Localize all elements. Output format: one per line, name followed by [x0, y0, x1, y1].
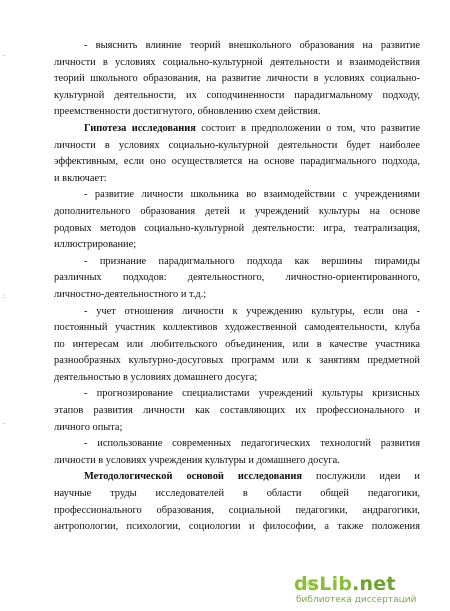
text-line: личности в условиях социально-культурной деятельности будет наиболее	[54, 139, 420, 151]
text-line: - признание парадигмального подхода как вершины пирамиды	[84, 255, 420, 267]
text-line: научные труды исследователей в области общей педагогики,	[54, 488, 420, 500]
hypothesis-text: состоит в предположении о том, что развитие	[195, 122, 421, 134]
text-line: - прогнозирование специалистами учреждений культуры кризисных	[84, 388, 420, 400]
text-line: деятельностью в условиях домашнего досуга;	[54, 371, 258, 383]
list-item	[54, 304, 420, 387]
text-line: разнообразных культурно-досуговых программ или к занятиям предметной	[54, 355, 420, 367]
logo-domain: .net	[352, 573, 396, 595]
text-line: иллюстрирование;	[54, 239, 137, 251]
text-line: - использование современных педагогических технологий развития	[84, 438, 420, 450]
paragraph-hypothesis	[54, 121, 420, 187]
text-line: личности в условиях социально-культурной деятельности и взаимодействия	[54, 56, 420, 68]
margin-mark: :	[3, 292, 6, 300]
document-body	[54, 38, 420, 536]
text-line: по интересам или любительского объединения, или в качестве участника	[54, 338, 420, 350]
watermark-subtitle: библиотека диссертаций	[296, 595, 417, 605]
watermark-logo	[294, 573, 396, 595]
logo-text: dsLib	[294, 573, 353, 595]
text-line: родовых методов социально-культурной деятельности: игра, театрализация,	[54, 222, 420, 234]
text-line: различных подходов: деятельностного, личностно-ориентированного,	[54, 272, 420, 284]
text-line: личного опыта;	[54, 421, 123, 433]
text-line: профессионального образования, социальной педагогики, андрагогики,	[54, 504, 420, 516]
methodology-heading: Методологической основой исследования	[84, 471, 303, 483]
methodology-text: послужили идеи и	[302, 471, 420, 483]
dslib-watermark	[294, 573, 444, 605]
paragraph-objective	[54, 38, 420, 121]
text-line: эффективным, если оно осуществляется на основе парадигмального подхода,	[54, 156, 420, 168]
text-line: личности в условиях учреждения культуры и домашнего досуга.	[54, 454, 340, 466]
text-line	[54, 121, 420, 138]
text-line: антропологии, психологии, социологии и философии, а также положения	[54, 521, 420, 533]
margin-mark: ·	[3, 52, 6, 60]
text-line	[54, 469, 420, 486]
margin-mark: ·	[3, 420, 6, 428]
text-line: и включает:	[54, 172, 107, 184]
text-line: - выяснить влияние теорий внешкольного образования на развитие	[84, 40, 420, 51]
text-line: - учет отношения личности к учреждению культуры, если она -	[84, 305, 420, 317]
text-line: дополнительного образования детей и учреждений культуры на основе	[54, 205, 420, 217]
text-line: - развитие личности школьника во взаимодействии с учреждениями	[84, 189, 420, 201]
text-line: постоянный участник коллективов художественной самодеятельности, клуба	[54, 322, 420, 334]
list-item	[54, 386, 420, 436]
text-line: этапов развития личности как составляющих их профессионального и	[54, 405, 420, 417]
text-line: культурной деятельности, их соподчиненности парадигмальному подходу,	[54, 89, 420, 101]
list-item	[54, 436, 420, 469]
list-item	[54, 254, 420, 304]
hypothesis-heading: Гипотеза исследования	[84, 122, 196, 134]
text-line: преемственности достигнутого, обновлению схем действия.	[54, 106, 321, 118]
paragraph-methodology	[54, 469, 420, 535]
text-line: теорий школьного образования, на развитие личности в условиях социально-	[54, 73, 420, 85]
text-line: личностно-деятельностного и т.д.;	[54, 288, 207, 300]
list-item	[54, 187, 420, 253]
